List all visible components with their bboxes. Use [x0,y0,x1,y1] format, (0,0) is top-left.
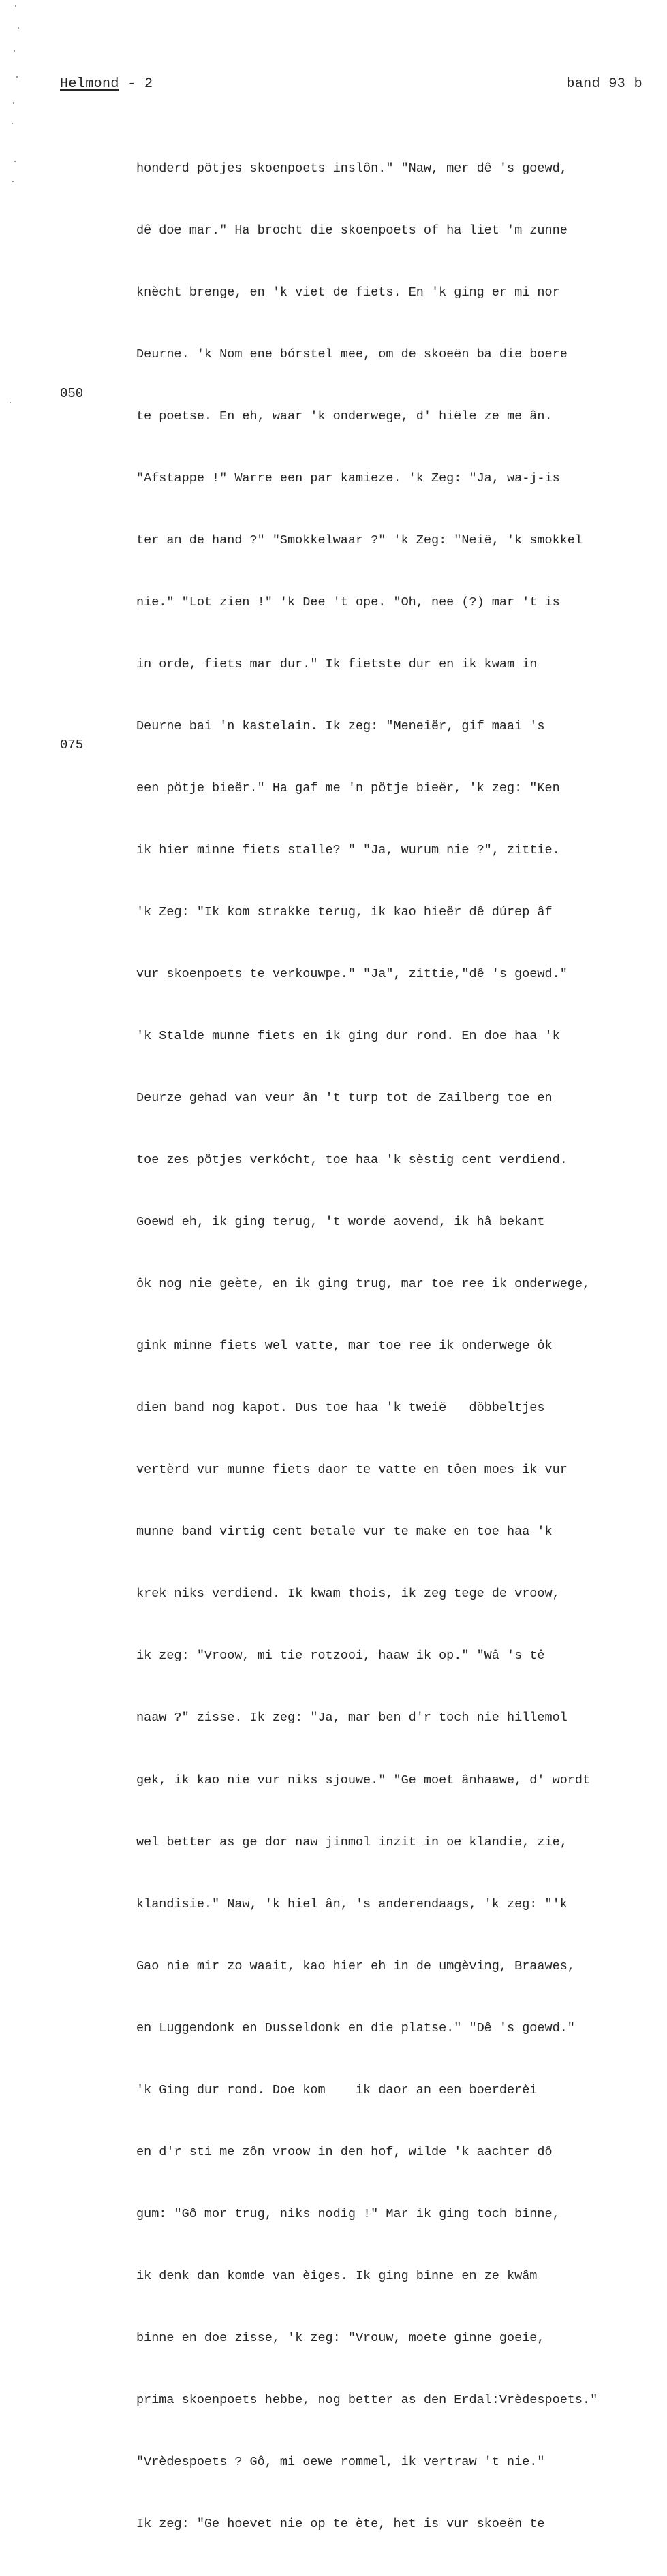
transcript-line: toe zes pötjes verkócht, toe haa 'k sèstig cent verdiend. [136,1153,568,1168]
transcript-line: dê doe mar." Ha brocht die skoenpoets of ha liet 'm zunne [136,223,568,238]
transcript-line: gum: "Gô mor trug, niks nodig !" Mar ik ging toch binne, [136,2206,560,2221]
transcript-line: "Afstappe !" Warre een par kamieze. 'k Zeg: "Ja, wa-j-is [136,471,560,486]
transcript-body [136,117,654,2576]
transcript-line: nie." "Lot zien !" 'k Dee 't ope. "Oh, nee (?) mar 't is [136,594,560,609]
transcript-line: krek niks verdiend. Ik kwam thois, ik zeg tege de vroow, [136,1587,560,1602]
transcript-line: prima skoenpoets hebbe, nog better as den Erdal:Vrèdespoets." [136,2392,598,2407]
transcript-line: naaw ?" zisse. Ik zeg: "Ja, mar ben d'r toch nie hillemol [136,1711,568,1726]
transcript-line: gek, ik kao nie vur niks sjouwe." "Ge moet ânhaawe, d' wordt [136,1772,591,1787]
scan-speck [14,161,16,162]
transcript-line: gink minne fiets wel vatte, mar toe ree ik onderwege ôk [136,1339,553,1354]
transcript-line: een pötje bieër." Ha gaf me 'n pötje bieër, 'k zeg: "Ken [136,781,560,795]
transcript-line: en d'r sti me zôn vroow in den hof, wilde 'k aachter dô [136,2144,553,2159]
transcript-line: Ik zeg: "Ge hoevet nie op te ète, het is vur skoeën te [136,2516,545,2531]
transcript-line: "Vrèdespoets ? Gô, mi oewe rommel, ik vertraw 't nie." [136,2454,545,2469]
header-tape-label: band 93 b [566,76,642,92]
scan-speck [18,27,19,29]
transcript-line: knècht brenge, en 'k viet de fiets. En 'k ging er mi nor [136,285,560,300]
transcript-line: munne band virtig cent betale vur te make en toe haa 'k [136,1525,553,1540]
transcript-line: vertèrd vur munne fiets daor te vatte en tôen moes ik vur [136,1463,568,1478]
transcript-line: ik hier minne fiets stalle? " "Ja, wurum nie ?", zittie. [136,843,560,858]
header-page-number: 2 [144,76,153,92]
scan-speck [12,181,14,182]
scan-speck [14,50,15,52]
transcript-line: 'k Ging dur rond. Doe kom ik daor an een boerderèi [136,2082,538,2097]
transcript-line: ik denk dan komde van èiges. Ik ging binne en ze kwâm [136,2268,538,2283]
page-header-left [60,76,153,92]
transcript-line: Deurne. 'k Nom ene bórstel mee, om de skoeën ba die boere [136,347,568,362]
transcript-line: in orde, fiets mar dur." Ik fietste dur en ik kwam in [136,656,538,671]
transcript-line: te poetse. En eh, waar 'k onderwege, d' hiële ze me ân. [136,409,553,424]
transcript-line: wel better as ge dor naw jinmol inzit in oe klandie, zie, [136,1834,568,1849]
transcript-line: klandisie." Naw, 'k hiel ân, 's anderendaags, 'k zeg: "'k [136,1896,568,1911]
transcript-line: dien band nog kapot. Dus toe haa 'k tweië döbbeltjes [136,1401,545,1416]
scan-speck [15,5,16,7]
transcript-line: en Luggendonk en Dusseldonk en die platse." "Dê 's goewd." [136,2020,575,2035]
transcript-line: 'k Zeg: "Ik kom strakke terug, ik kao hieër dê dúrep âf [136,905,553,920]
transcript-line: 'k Stalde munne fiets en ik ging dur rond. En doe haa 'k [136,1029,560,1044]
transcript-line: Deurne bai 'n kastelain. Ik zeg: "Meneiër, gif maai 's [136,718,545,733]
scan-speck [16,76,18,78]
line-number-050: 050 [60,386,84,401]
transcript-line: honderd pötjes skoenpoets inslôn." "Naw, mer dê 's goewd, [136,161,568,176]
transcript-line: binne en doe zisse, 'k zeg: "Vrouw, moete ginne goeie, [136,2330,545,2345]
transcript-line: Goewd eh, ik ging terug, 't worde aovend, ik hâ bekant [136,1215,545,1230]
transcript-line: Deurze gehad van veur ân 't turp tot de Zailberg toe en [136,1091,553,1106]
line-number-075: 075 [60,737,84,752]
scan-speck [12,123,13,124]
transcript-line: ôk nog nie geète, en ik ging trug, mar toe ree ik onderwege, [136,1277,591,1292]
header-separator: - [119,76,145,92]
scan-speck [10,402,11,403]
transcript-line: ik zeg: "Vroow, mi tie rotzooi, haaw ik op." "Wâ 's tê [136,1649,545,1664]
transcript-line: Gao nie mir zo waait, kao hier eh in de umgèving, Braawes, [136,1958,575,1973]
transcript-line: ter an de hand ?" "Smokkelwaar ?" 'k Zeg: "Neië, 'k smokkel [136,532,583,547]
scan-speck [13,102,14,104]
transcript-line: vur skoenpoets te verkouwpe." "Ja", zittie,"dê 's goewd." [136,967,568,982]
header-place: Helmond [60,76,119,92]
